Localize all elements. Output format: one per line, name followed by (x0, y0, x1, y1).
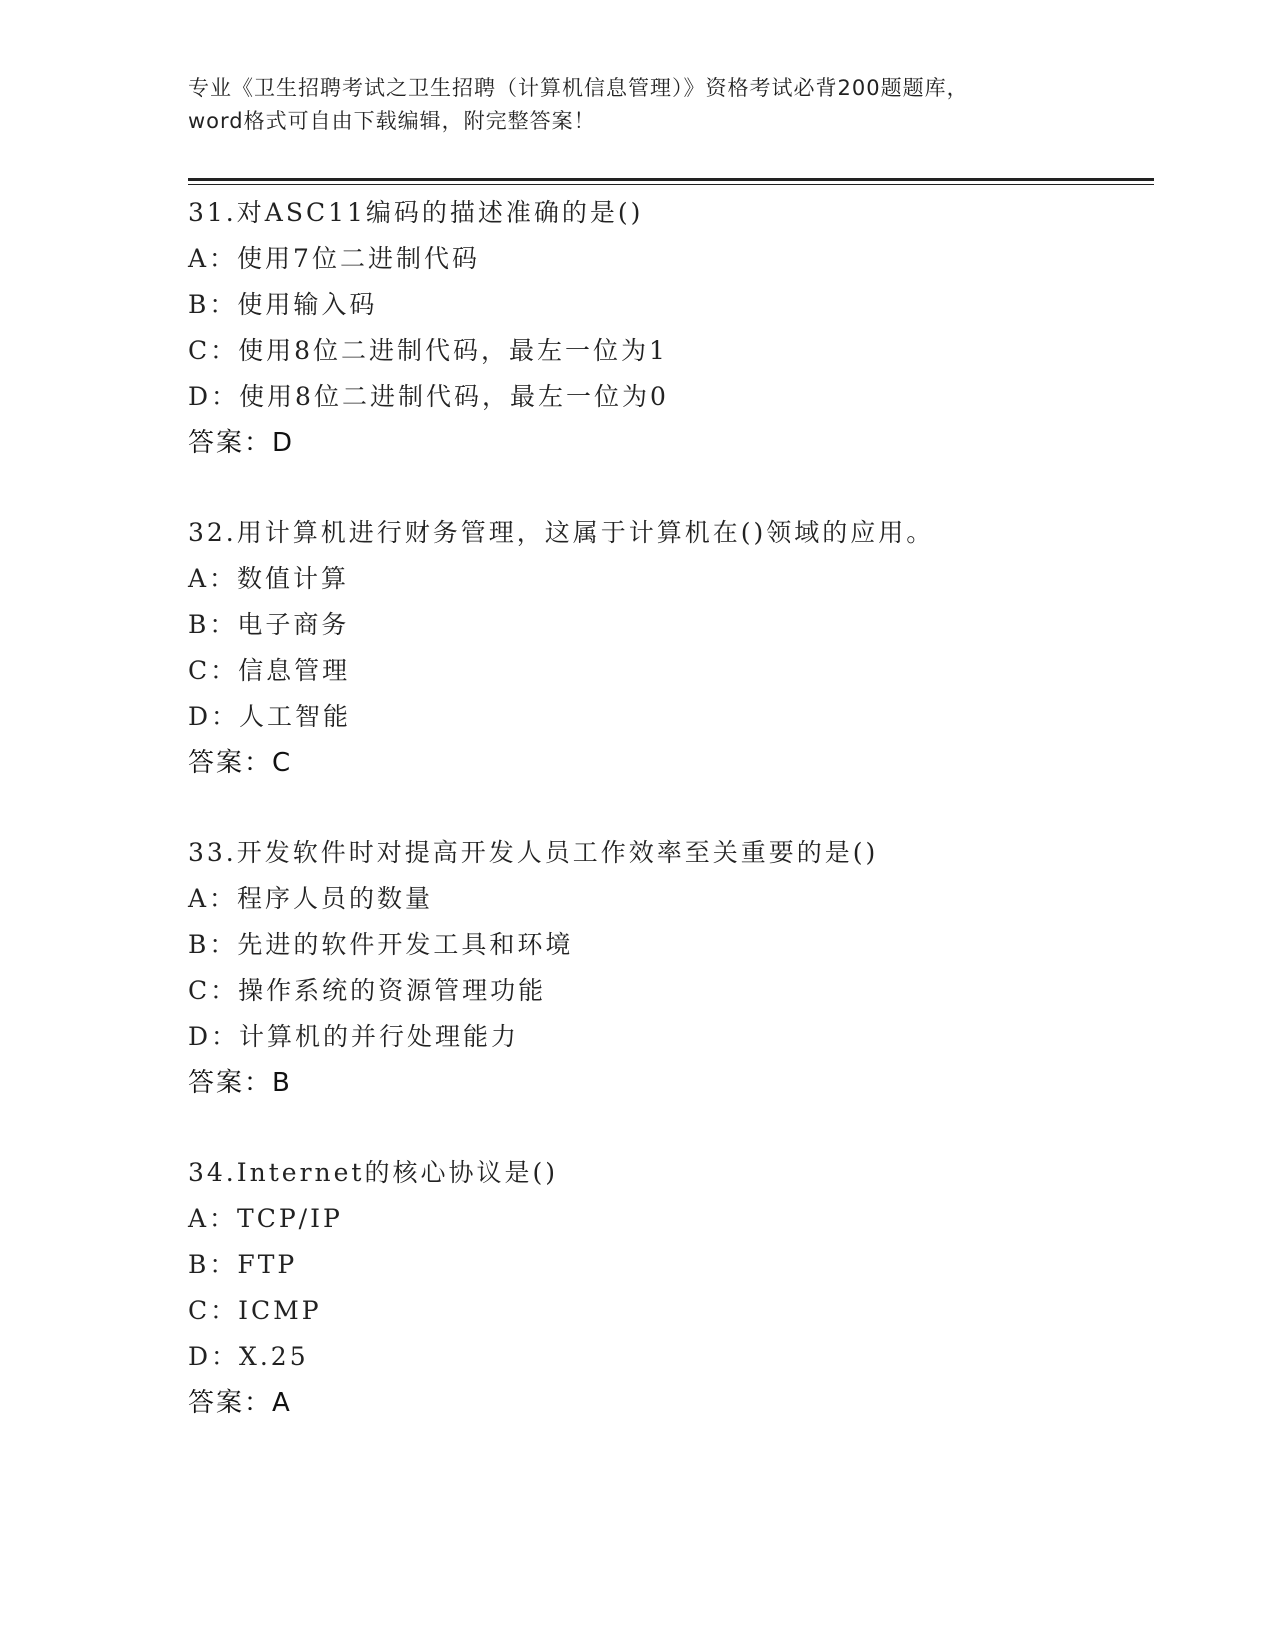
option-b: B：先进的软件开发工具和环境 (188, 930, 574, 959)
option-a: A：数值计算 (188, 564, 350, 593)
option-a: A：使用7位二进制代码 (188, 244, 480, 273)
option-c: C：使用8位二进制代码，最左一位为1 (188, 336, 668, 365)
answer: 答案：B (188, 1068, 292, 1098)
header-line-1: 专业《卫生招聘考试之卫生招聘（计算机信息管理）》资格考试必背200题题库， (188, 76, 969, 100)
option-b: B：电子商务 (188, 610, 350, 639)
question-stem: 33.开发软件时对提高开发人员工作效率至关重要的是() (188, 838, 879, 867)
header-divider-thick (188, 178, 1154, 181)
option-c: C：ICMP (188, 1296, 322, 1325)
question-34 (188, 1150, 1154, 1470)
question-stem: 32.用计算机进行财务管理，这属于计算机在()领域的应用。 (188, 518, 935, 547)
answer: 答案：C (188, 748, 293, 778)
question-33 (188, 830, 1154, 1150)
document-header (188, 72, 1108, 138)
header-divider-thin (188, 184, 1154, 185)
question-stem: 34.Internet的核心协议是() (188, 1158, 558, 1187)
answer: 答案：D (188, 428, 295, 458)
question-31 (188, 190, 1154, 510)
question-stem: 31.对ASC11编码的描述准确的是() (188, 198, 644, 227)
option-b: B：使用输入码 (188, 290, 378, 319)
answer: 答案：A (188, 1388, 292, 1418)
header-line-2: word格式可自由下载编辑，附完整答案！ (188, 109, 596, 133)
option-b: B：FTP (188, 1250, 298, 1279)
option-d: D：X.25 (188, 1342, 309, 1371)
option-c: C：操作系统的资源管理功能 (188, 976, 547, 1005)
option-d: D：使用8位二进制代码，最左一位为0 (188, 382, 669, 411)
option-a: A：程序人员的数量 (188, 884, 434, 913)
option-c: C：信息管理 (188, 656, 351, 685)
question-32 (188, 510, 1154, 830)
option-d: D：计算机的并行处理能力 (188, 1022, 520, 1051)
option-d: D：人工智能 (188, 702, 352, 731)
question-list (188, 190, 1154, 1470)
option-a: A：TCP/IP (188, 1204, 343, 1233)
